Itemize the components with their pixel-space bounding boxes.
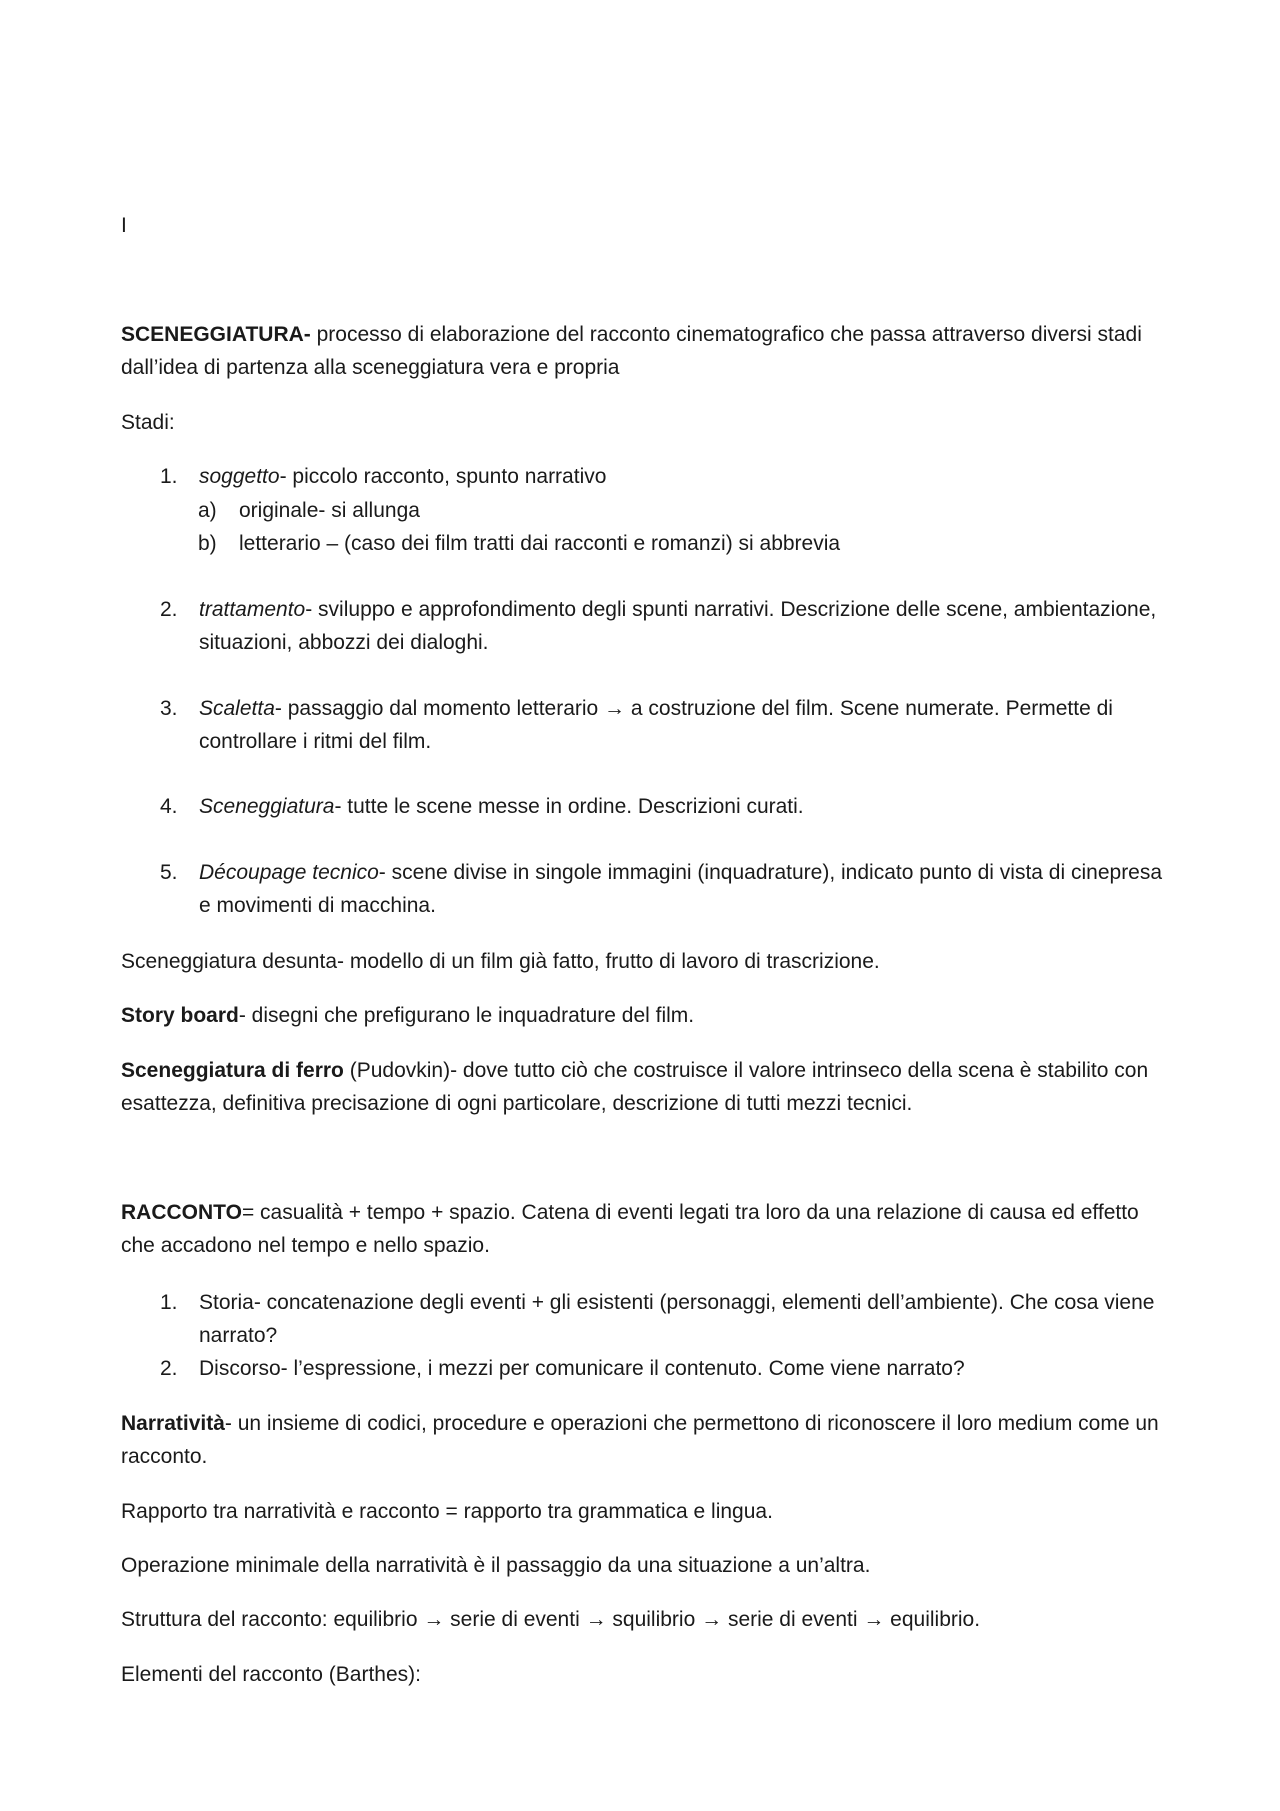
stage-term: Scaletta: [199, 697, 275, 720]
rapporto-paragraph: Rapporto tra narratività e racconto = rapporto tra grammatica e lingua.: [121, 1500, 773, 1523]
story-board-paragraph: Story board- disegni che prefigurano le inquadrature del film.: [121, 1004, 695, 1027]
stray-mark: I: [121, 214, 127, 237]
list-item: 5. Découpage tecnico- scene divise in singole immagini (inquadrature), indicato punto di vista di cinepresa e movimenti di macchina.: [160, 861, 1163, 917]
stadi-label: Stadi:: [121, 411, 175, 434]
struttura-paragraph: Struttura del racconto: equilibrio → serie di eventi → squilibrio → serie di eventi → equilibrio.: [121, 1608, 981, 1631]
sub-list-item: a) originale- si allunga: [198, 499, 420, 522]
sceneggiatura-term: SCENEGGIATURA-: [121, 323, 311, 346]
list-item: 1. Storia- concatenazione degli eventi + gli esistenti (personaggi, elementi dell’ambiente). Che cosa viene narrato?: [160, 1291, 1155, 1347]
stage-term: soggetto: [199, 465, 280, 488]
operazione-paragraph: Operazione minimale della narratività è il passaggio da una situazione a un’altra.: [121, 1554, 871, 1577]
list-item: 4. Sceneggiatura- tutte le scene messe in ordine. Descrizioni curati.: [160, 795, 804, 818]
racconto-term: RACCONTO: [121, 1201, 242, 1224]
sceneggiatura-definition: SCENEGGIATURA- processo di elaborazione del racconto cinematografico che passa attraverso diversi stadi dall’idea di partenza alla sceneggiatura vera e propria: [121, 323, 1142, 379]
stage-term: trattamento: [199, 598, 306, 621]
stage-term: Sceneggiatura: [199, 795, 335, 818]
narrativita-paragraph: Narratività- un insieme di codici, procedure e operazioni che permettono di riconoscere il loro medium come un racconto.: [121, 1412, 1159, 1468]
ferro-paragraph: Sceneggiatura di ferro (Pudovkin)- dove tutto ciò che costruisce il valore intrinseco della scena è stabilito con esattezza, definitiva precisazione di ogni particolare, descrizione di tutti mezzi tecnici.: [121, 1059, 1149, 1115]
stage-term: Découpage tecnico: [199, 861, 379, 884]
desunta-paragraph: Sceneggiatura desunta- modello di un film già fatto, frutto di lavoro di trascrizione.: [121, 950, 880, 973]
list-item: 2. trattamento- sviluppo e approfondimento degli spunti narrativi. Descrizione delle scene, ambientazione, situazioni, abbozzi dei dialoghi.: [160, 598, 1157, 654]
list-item: 2. Discorso- l’espressione, i mezzi per comunicare il contenuto. Come viene narrato?: [160, 1357, 965, 1380]
elementi-paragraph: Elementi del racconto (Barthes):: [121, 1663, 421, 1686]
racconto-paragraph: RACCONTO= casualità + tempo + spazio. Catena di eventi legati tra loro da una relazione di causa ed effetto che accadono nel tempo e nello spazio.: [121, 1201, 1139, 1257]
sub-list-item: b) letterario – (caso dei film tratti dai racconti e romanzi) si abbrevia: [198, 532, 841, 555]
list-item: 3. Scaletta- passaggio dal momento letterario → a costruzione del film. Scene numerate. Permette di controllare i ritmi del film.: [160, 697, 1113, 753]
list-item: 1. soggetto- piccolo racconto, spunto narrativo: [160, 465, 607, 488]
